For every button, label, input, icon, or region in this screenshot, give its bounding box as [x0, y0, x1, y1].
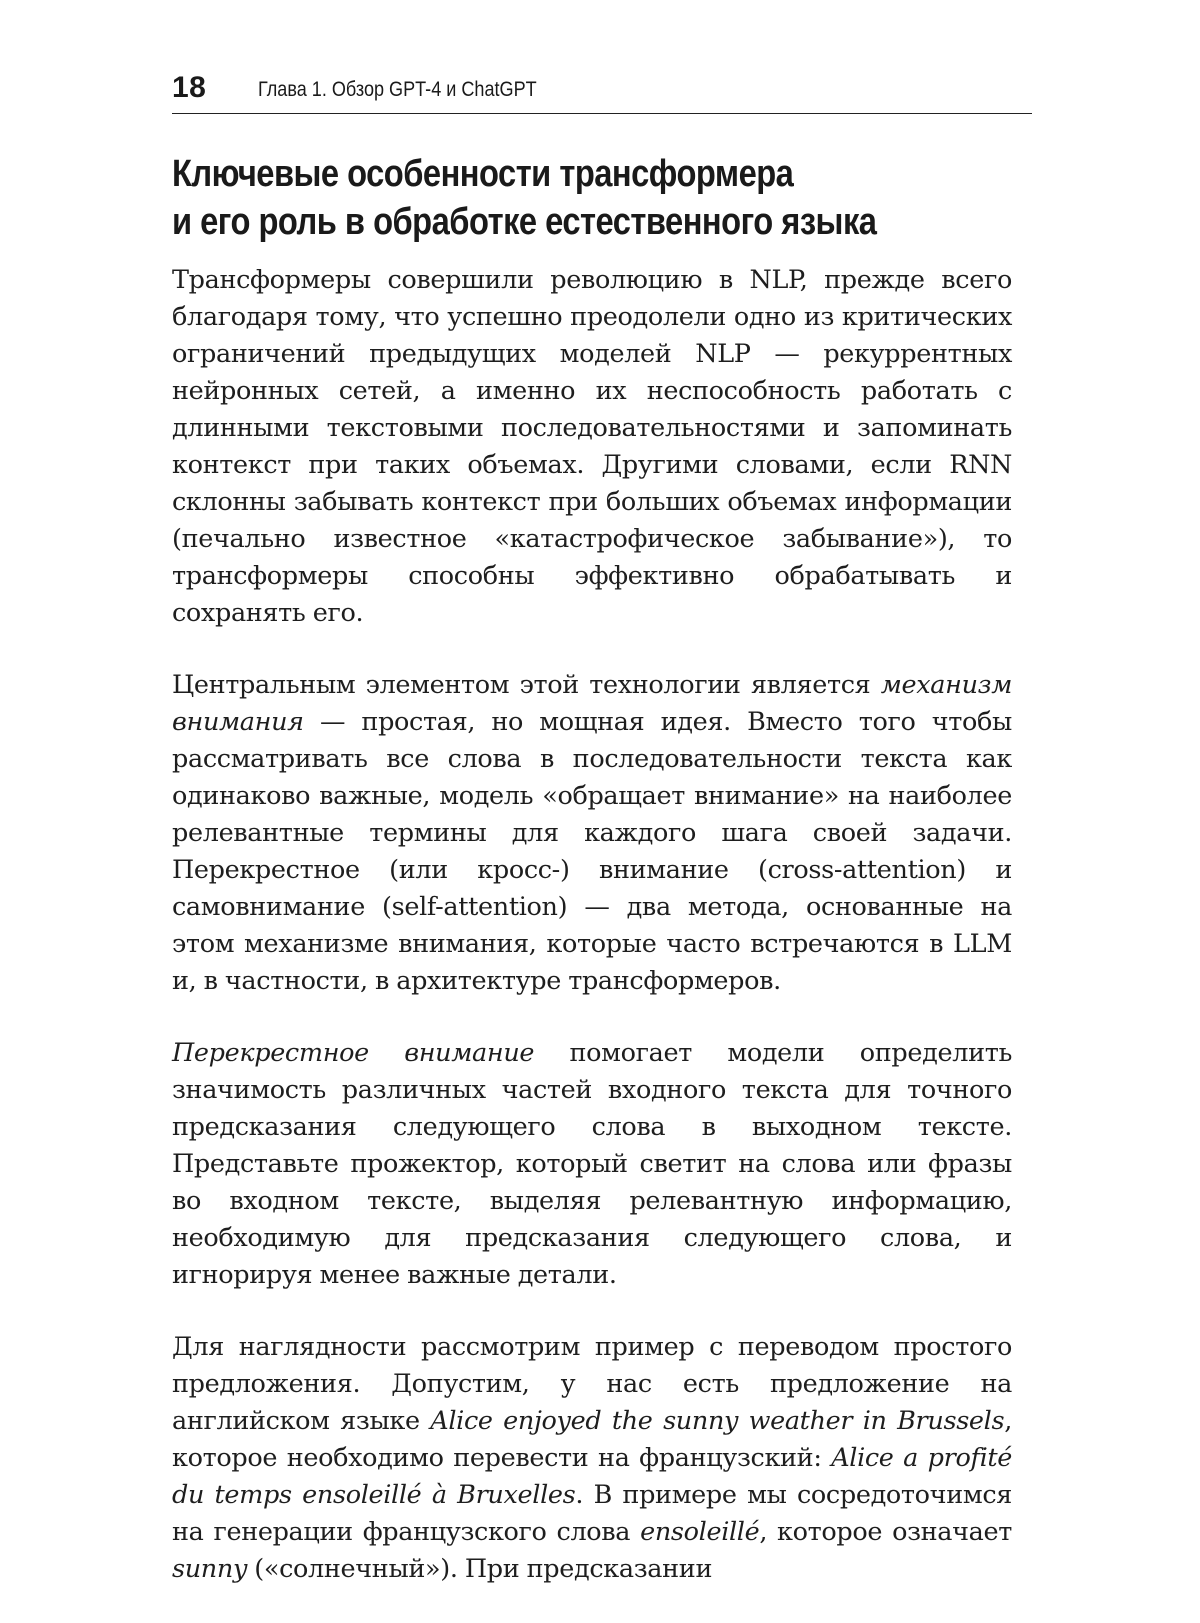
body-text: [172, 262, 1012, 1623]
paragraph-4-text-1: Для наглядности рассмотрим пример с переводом простого предложения. Допустим, у нас есть предложение на английском языке: [172, 1332, 1012, 1436]
section-heading-line-2: и его роль в обработке естественного языка: [172, 201, 877, 243]
paragraph-cross-attention: [172, 1035, 1012, 1294]
term-attention-mechanism: механизм внимания: [172, 670, 1012, 737]
paragraph-4-text-3: . В примере мы сосредоточимся на генерации французского слова: [172, 1480, 1012, 1547]
paragraph-4-text-4: , которое означает: [759, 1517, 1012, 1547]
paragraph-1-text: Трансформеры совершили революцию в NLP, прежде всего благодаря тому, что успешно преодолели одно из критических ограничений предыдущих моделей NLP — рекуррентных нейронных сетей, а именно их неспособность работать с длинными текстовыми последовательностями и запоминать контекст при таких объемах. Другими словами, если RNN склонны забывать контекст при больших объемах информации (печально известное «катастрофическое забывание»), то трансформеры способны эффективно обрабатывать и сохранять его.: [172, 265, 1012, 628]
chapter-title: Глава 1. Обзор GPT-4 и ChatGPT: [258, 78, 537, 101]
example-word-ensoleille: ensoleillé: [640, 1517, 760, 1547]
section-heading: [172, 150, 912, 246]
page-number: 18: [172, 71, 207, 104]
paragraph-2-text-before: Центральным элементом этой технологии является: [172, 670, 881, 700]
running-header: [172, 66, 1032, 114]
paragraph-4-text-5: («солнечный»). При предсказании: [247, 1554, 713, 1584]
book-page: [172, 0, 1032, 1600]
example-english-sentence: Alice enjoyed the sunny weather in Brussels: [430, 1406, 1005, 1436]
paragraph-2-text-after: — простая, но мощная идея. Вместо того чтобы рассматривать все слова в последовательности текста как одинаково важные, модель «обращает внимание» на наиболее релевантные термины для каждого шага своей задачи. Перекрестное (или кросс-) внимание (cross-attention) и самовнимание (self-attention) — два метода, основанные на этом механизме внимания, которые часто встречаются в LLM и, в частности, в архитектуре трансформеров.: [172, 707, 1012, 996]
example-french-sentence: Alice a profité du temps ensoleillé à Bruxelles: [172, 1443, 1013, 1510]
paragraph-attention-mechanism: [172, 667, 1012, 1000]
example-word-sunny: sunny: [172, 1554, 248, 1584]
section-heading-line-1: Ключевые особенности трансформера: [172, 153, 794, 195]
paragraph-3-text-after: помогает модели определить значимость различных частей входного текста для точного предсказания следующего слова в выходном тексте. Представьте прожектор, который светит на слова или фразы во входном тексте, выделяя релевантную информацию, необходимую для предсказания следующего слова, и игнорируя менее важные детали.: [172, 1038, 1013, 1290]
paragraph-translation-example: [172, 1329, 1012, 1588]
term-cross-attention: Перекрестное внимание: [172, 1038, 535, 1068]
paragraph-4-text-2: , которое необходимо перевести на французский:: [172, 1406, 1012, 1473]
paragraph-transformers-intro: [172, 262, 1012, 632]
